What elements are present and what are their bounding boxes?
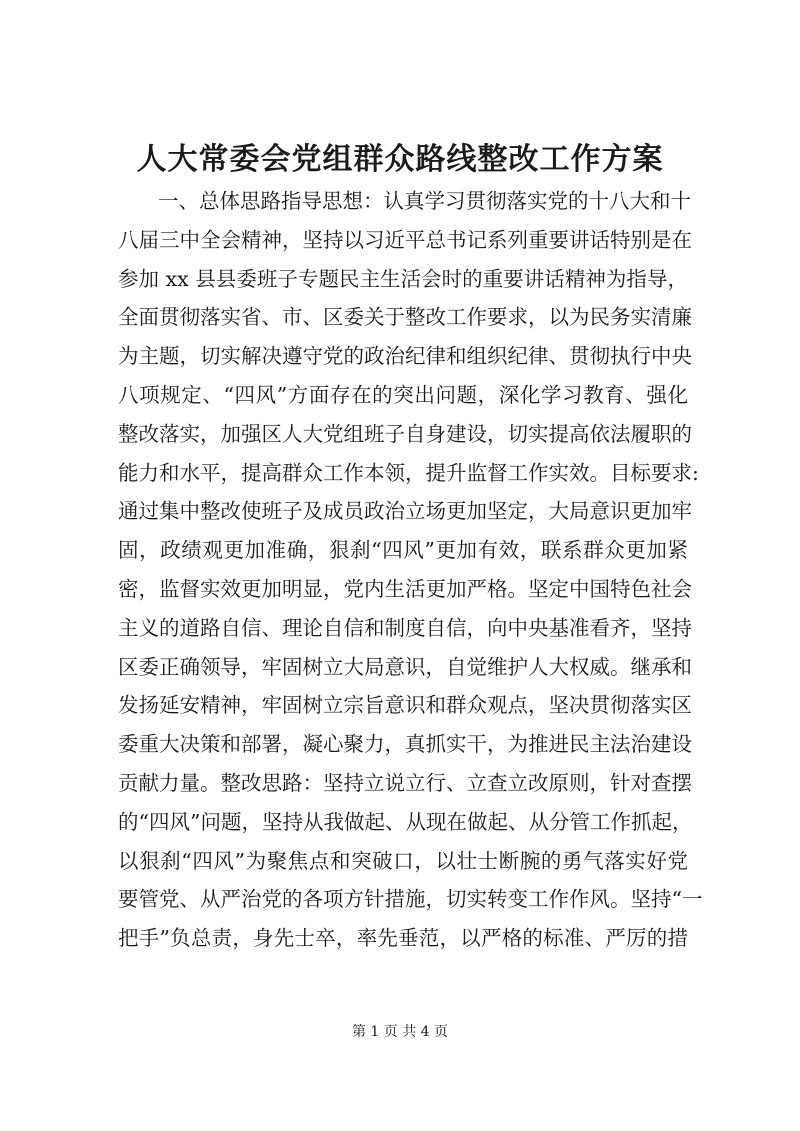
body-line: 能力和水平，提高群众工作本领，提升监督工作实效。目标要求: [118,460,699,485]
body-line: 一、总体思路指导思想：认真学习贯彻落实党的十八大和十 [158,189,691,213]
body-line: 为主题，切实解决遵守党的政治纪律和组织纪律、贯彻执行中央 [118,344,692,369]
body-line: 把手”负总责，身先士卒，率先垂范，以严格的标准、严厉的措 [118,926,688,951]
body-line: 密，监督实效更加明显，党内生活更加严格。坚定中国特色社会 [118,576,692,601]
body-line: 贡献力量。整改思路：坚持立说立行、立查立改原则，针对查摆 [118,770,692,795]
page-number-label: 第 1 页 共 4 页 [351,1024,449,1040]
body-line: 参加 xx 县县委班子专题民主生活会时的重要讲话精神为指导， [118,266,688,291]
body-line: 八项规定、“四风”方面存在的突出问题，深化学习教育、强化 [118,382,688,407]
body-line: 以狠刹“四风”为聚焦点和突破口，以壮士断腕的勇气落实好党 [118,848,688,873]
body-line: 整改落实，加强区人大党组班子自身建设，切实提高依法履职的 [118,421,692,446]
body-line: 发扬延安精神，牢固树立宗旨意识和群众观点，坚决贯彻落实区 [118,693,692,718]
document-body [118,182,703,958]
body-line: 主义的道路自信、理论自信和制度自信，向中央基准看齐，坚持 [118,615,692,640]
body-line: 的“四风”问题，坚持从我做起、从现在做起、从分管工作抓起， [118,809,693,834]
document-title: 人大常委会党组群众路线整改工作方案 [136,142,664,177]
body-line: 区委正确领导，牢固树立大局意识，自觉维护人大权威。继承和 [118,654,692,679]
body-line: 委重大决策和部署，凝心聚力，真抓实干，为推进民主法治建设 [118,732,692,757]
body-line: 八届三中全会精神，坚持以习近平总书记系列重要讲话特别是在 [118,227,692,252]
body-line: 固，政绩观更加准确，狠刹“四风”更加有效，联系群众更加紧 [118,538,688,563]
page-footer [0,1022,800,1042]
body-line: 通过集中整改使班子及成员政治立场更加坚定，大局意识更加牢 [118,499,692,524]
body-line: 要管党、从严治党的各项方针措施，切实转变工作作风。坚持“一 [118,887,703,912]
body-line: 全面贯彻落实省、市、区委关于整改工作要求，以为民务实清廉 [118,305,692,330]
